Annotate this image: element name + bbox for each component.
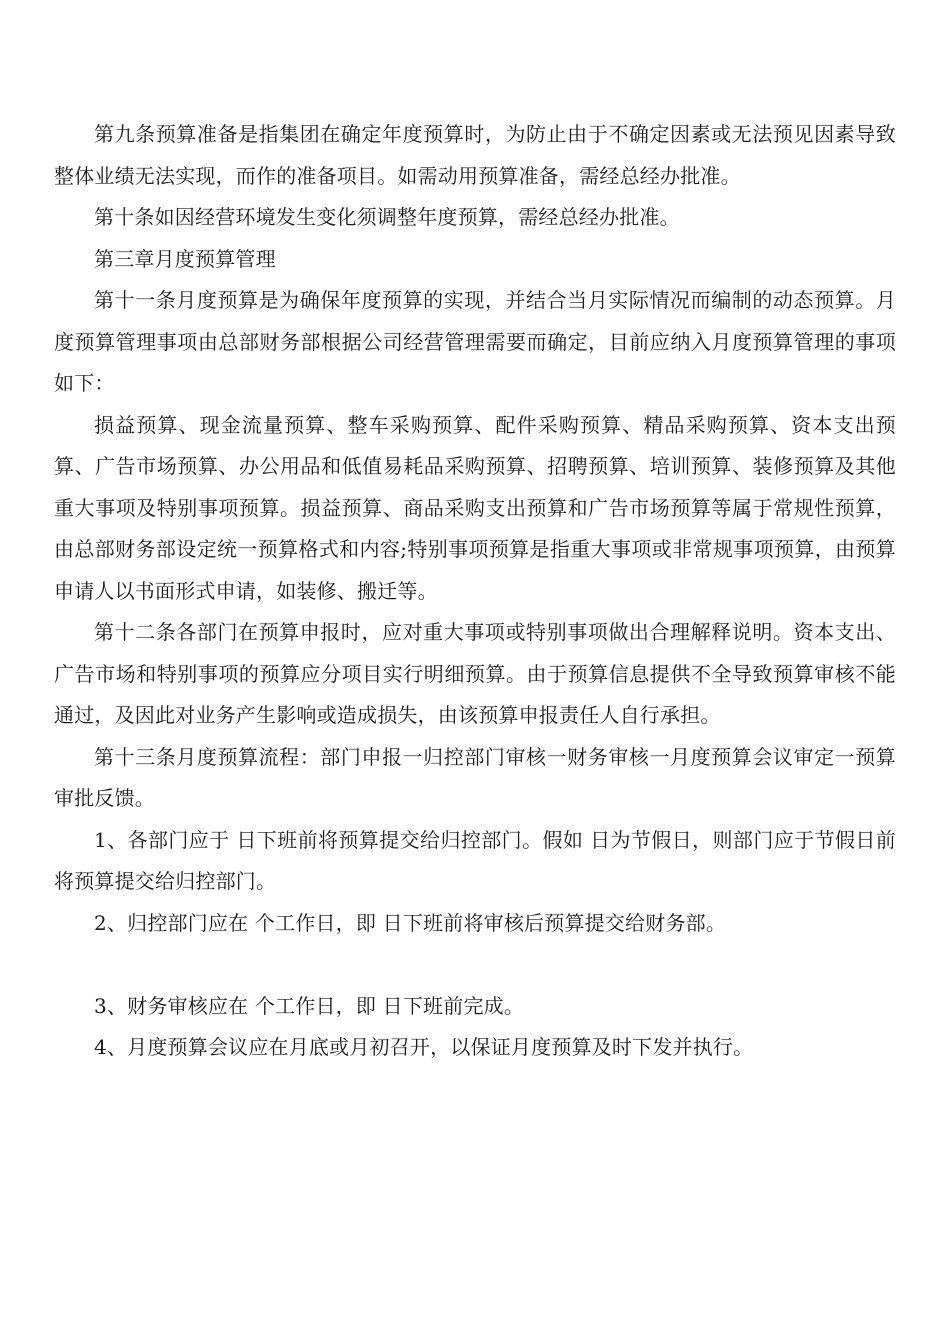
paragraph-step-4: 4、月度预算会议应在月底或月初召开，以保证月度预算及时下发并执行。 [94,1035,754,1059]
paragraph-article-11: 第十一条月度预算是为确保年度预算的实现，并结合当月实际情况而编制的动态预算。月度预算管理事项由总部财务部根据公司经营管理需要而确定，目前应纳入月度预算管理的事项如下： [54,288,896,395]
paragraph-article-9: 第九条预算准备是指集团在确定年度预算时，为防止由于不确定因素或无法预见因素导致整体业绩无法实现，而作的准备项目。如需动用预算准备，需经总经办批准。 [54,122,896,188]
document-body [54,114,896,1069]
paragraph-article-10: 第十条如因经营环境发生变化须调整年度预算，需经总经办批准。 [94,205,680,229]
paragraph-step-2: 2、归控部门应在 个工作日，即 日下班前将审核后预算提交给财务部。 [94,910,727,935]
paragraph-step-1: 1、各部门应于 日下班前将预算提交给归控部门。假如 日为节假日，则部门应于节假日前将预算提交给归控部门。 [54,827,896,893]
paragraph-budget-items: 损益预算、现金流量预算、整车采购预算、配件采购预算、精品采购预算、资本支出预算、广告市场预算、办公用品和低值易耗品采购预算、招聘预算、培训预算、装修预算及其他重大事项及特别事项预算。损益预算、商品采购支出预算和广告市场预算等属于常规性预算，由总部财务部设定统一预算格式和内容;特别事项预算是指重大事项或非常规事项预算，由预算申请人以书面形式申请，如装修、搬迁等。 [54,412,896,603]
paragraph-article-13: 第十三条月度预算流程：部门申报一归控部门审核一财务审核一月度预算会议审定一预算审批反馈。 [54,744,896,810]
paragraph-article-12: 第十二条各部门在预算申报时，应对重大事项或特别事项做出合理解释说明。资本支出、广告市场和特别事项的预算应分项目实行明细预算。由于预算信息提供不全导致预算审核不能通过，及因此对业务产生影响或造成损失，由该预算申报责任人自行承担。 [54,620,896,727]
paragraph-step-3: 3、财务审核应在 个工作日，即 日下班前完成。 [94,993,525,1018]
chapter-heading: 第三章月度预算管理 [94,246,276,271]
